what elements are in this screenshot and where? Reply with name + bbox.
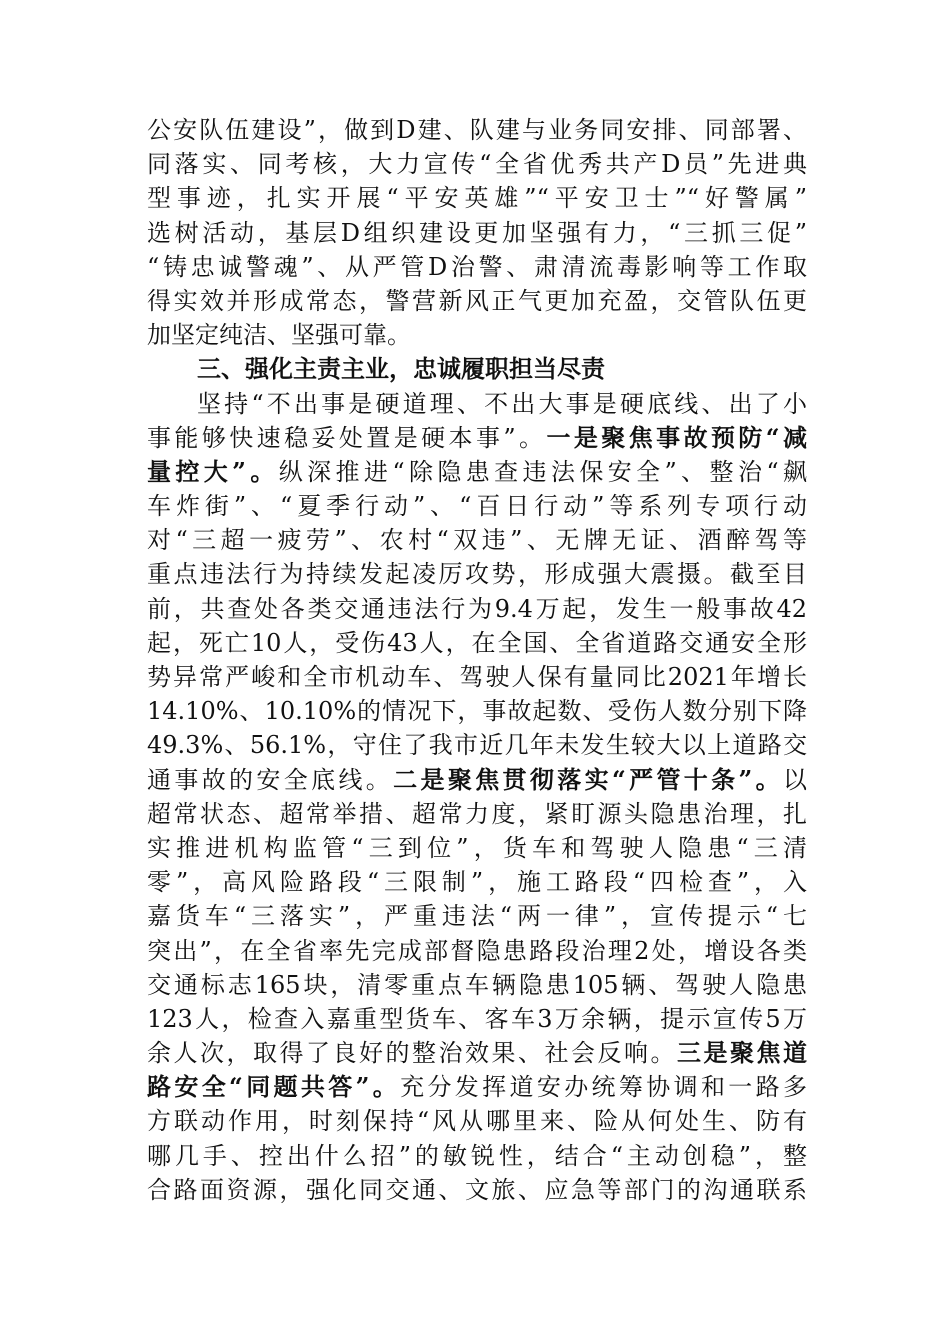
paragraph-line: 嘉货车“三落实”，严重违法“两一律”，宣传提示“七 xyxy=(147,902,807,931)
paragraph-line: 重点违法行为持续发起凌厉攻势，形成强大震摄。截至目 xyxy=(147,560,807,589)
paragraph-line xyxy=(147,455,807,489)
paragraph-line: 起，死亡10人，受伤43人，在全国、全省道路交通安全形 xyxy=(147,628,807,657)
paragraph-line: 零”，高风险路段“三限制”，施工路段“四检查”，入 xyxy=(147,868,807,897)
paragraph-line: 123人，检查入嘉重型货车、客车3万余辆，提示宣传5万 xyxy=(147,1004,807,1033)
paragraph-line: “铸忠诚警魂”、从严管D治警、肃清流毒影响等工作取 xyxy=(147,252,807,281)
bold-text-run: 路安全“同题共答”。 xyxy=(147,1072,401,1102)
paragraph-line: 势异常严峻和全市机动车、驾驶人保有量同比2021年增长 xyxy=(147,663,807,691)
paragraph-line: 型事迹，扎实开展“平安英雄”“平安卫士”“好警属” xyxy=(147,184,807,213)
text-run: 充分发挥道安办统筹协调和一路多 xyxy=(400,1073,808,1102)
text-run: 通事故的安全底线。 xyxy=(147,765,394,794)
section-heading: 三、强化主责主业，忠诚履职担当尽责 xyxy=(197,354,605,384)
text-run: 以 xyxy=(783,765,808,794)
paragraph-line: 选树活动，基层D组织建设更加坚强有力，“三抓三促” xyxy=(147,218,807,247)
paragraph-line: 49.3%、56.1%，守住了我市近几年未发生较大以上道路交 xyxy=(147,731,807,760)
paragraph-line xyxy=(147,1036,807,1070)
bold-text-run: 量控大”。 xyxy=(147,456,279,486)
bold-text-run: 二是聚焦贯彻落实“严管十条”。 xyxy=(393,764,784,794)
paragraph-line: 车炸街”、“夏季行动”、“百日行动”等系列专项行动 xyxy=(147,492,807,521)
paragraph-line: 同落实、同考核，大力宣传“全省优秀共产D员”先进典 xyxy=(147,150,807,179)
text-run: 余人次，取得了良好的整治效果、社会反响。 xyxy=(147,1039,677,1068)
paragraph-line: 得实效并形成常态，警营新风正气更加充盈，交管队伍更 xyxy=(147,286,807,315)
paragraph-line xyxy=(147,1070,807,1104)
paragraph-line: 方联动作用，时刻保持“风从哪里来、险从何处生、防有 xyxy=(147,1107,807,1136)
bold-text-run: 一是聚焦事故预防“减 xyxy=(546,422,807,452)
paragraph-line: 14.10%、10.10%的情况下，事故起数、受伤人数分别下降 xyxy=(147,697,807,726)
text-run: 事能够快速稳妥处置是硬本事”。 xyxy=(147,423,547,452)
paragraph-line: 加坚定纯洁、坚强可靠。 xyxy=(147,321,411,350)
paragraph-line: 超常状态、超常举措、超常力度，紧盯源头隐患治理，扎 xyxy=(147,799,807,828)
paragraph-line: 交通标志165块，清零重点车辆隐患105辆、驾驶人隐患 xyxy=(147,970,807,999)
paragraph-line: 实推进机构监管“三到位”，货车和驾驶人隐患“三清 xyxy=(147,833,807,862)
paragraph-line xyxy=(147,421,807,455)
paragraph-line: 对“三超一疲劳”、农村“双违”、无牌无证、酒醉驾等 xyxy=(147,526,807,555)
paragraph-line: 合路面资源，强化同交通、文旅、应急等部门的沟通联系 xyxy=(147,1175,807,1204)
paragraph-line: 公安队伍建设”，做到D建、队建与业务同安排、同部署、 xyxy=(147,116,807,144)
document-body xyxy=(147,113,807,1207)
bold-text-run: 三是聚焦道 xyxy=(677,1038,807,1068)
paragraph-line: 突出”，在全省率先完成部督隐患路段治理2处，增设各类 xyxy=(147,936,807,965)
paragraph-line: 坚持“不出事是硬道理、不出大事是硬底线、出了小 xyxy=(197,389,807,418)
paragraph-line: 哪几手、控出什么招”的敏锐性，结合“主动创稳”，整 xyxy=(147,1141,807,1170)
paragraph-line xyxy=(147,763,807,797)
paragraph-line: 前，共查处各类交通违法行为9.4万起，发生一般事故42 xyxy=(147,594,807,623)
text-run: 纵深推进“除隐患查违法保安全”、整治“飙 xyxy=(278,457,807,486)
